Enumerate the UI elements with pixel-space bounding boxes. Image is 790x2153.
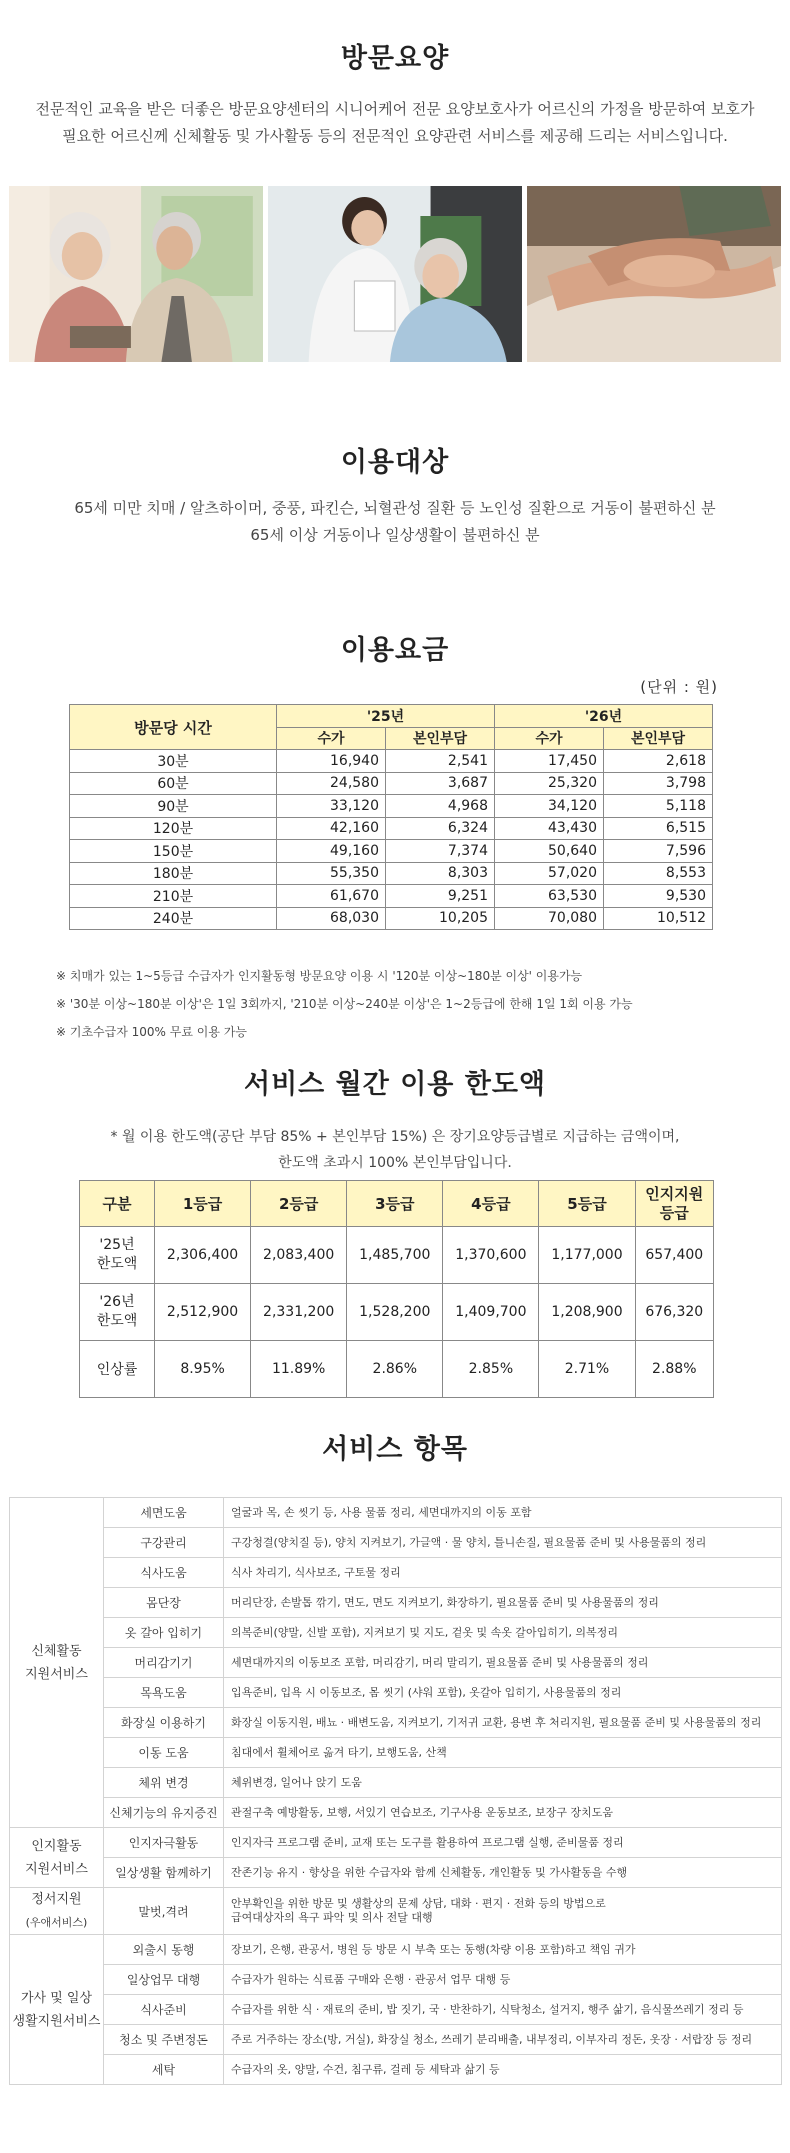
fee-col-self-26: 본인부담 (604, 727, 713, 750)
limit-rate-cell: 2.88% (635, 1341, 713, 1398)
limit-value-cell: 657,400 (635, 1227, 713, 1284)
fee-table (69, 704, 713, 930)
items-row (10, 2055, 782, 2085)
limit-rate-cell: 11.89% (251, 1341, 347, 1398)
fee-self-25-cell: 8,303 (386, 862, 495, 885)
items-table (9, 1497, 782, 2085)
items-sub: 외출시 동행 (104, 1935, 224, 1965)
items-row (10, 1648, 782, 1678)
target-line1: 65세 미만 치매 / 알츠하이머, 중풍, 파킨슨, 뇌혈관성 질환 등 노인성 질환으로 거동이 불편하신 분 (74, 499, 716, 517)
target-line2: 65세 이상 거동이나 일상생활이 불편하신 분 (250, 526, 540, 544)
target-description (0, 495, 790, 549)
items-row (10, 1528, 782, 1558)
fee-time-cell: 180분 (70, 862, 277, 885)
items-text: 주로 거주하는 장소(방, 거실), 화장실 청소, 쓰레기 분리배출, 내부정리, 이부자리 정돈, 옷장 · 서랍장 등 정리 (224, 2025, 782, 2055)
items-sub: 인지자극활동 (104, 1828, 224, 1858)
items-category (10, 1888, 104, 1935)
fee-price-25-cell: 24,580 (277, 772, 386, 795)
items-category-line2: 생활지원서비스 (12, 2013, 101, 2029)
fee-self-25-cell: 10,205 (386, 907, 495, 930)
items-text: 화장실 이동지원, 배뇨 · 배변도움, 지켜보기, 기저귀 교환, 용변 후 처리지원, 필요물품 준비 및 사용물품의 정리 (224, 1708, 782, 1738)
items-category-line1: 인지활동 (31, 1838, 82, 1854)
fee-time-cell: 60분 (70, 772, 277, 795)
items-sub: 일상생활 함께하기 (104, 1858, 224, 1888)
items-text: 세면대까지의 이동보조 포함, 머리감기, 머리 말리기, 필요물품 준비 및 사용물품의 정리 (224, 1648, 782, 1678)
fee-time-cell: 120분 (70, 817, 277, 840)
items-text: 식사 차리기, 식사보조, 구토물 정리 (224, 1558, 782, 1588)
fee-self-26-cell: 10,512 (604, 907, 713, 930)
fee-self-26-cell: 8,553 (604, 862, 713, 885)
fee-col-self-25: 본인부담 (386, 727, 495, 750)
elderly-couple-photo (9, 186, 263, 362)
fee-row (70, 795, 713, 818)
items-row (10, 1828, 782, 1858)
fee-row (70, 885, 713, 908)
fee-price-25-cell: 61,670 (277, 885, 386, 908)
fee-notes (56, 962, 633, 1046)
fee-note: ※ 기초수급자 100% 무료 이용 가능 (56, 1025, 247, 1039)
items-text: 수급자의 옷, 양말, 수건, 침구류, 걸레 등 세탁과 삶기 등 (224, 2055, 782, 2085)
limit-desc-line2: 한도액 초과시 100% 본인부담입니다. (278, 1155, 512, 1171)
fee-price-25-cell: 68,030 (277, 907, 386, 930)
limit-header-grade: 2등급 (251, 1181, 347, 1227)
limit-value-cell: 2,306,400 (155, 1227, 251, 1284)
fee-row (70, 817, 713, 840)
items-sub: 머리감기기 (104, 1648, 224, 1678)
fee-price-25-cell: 49,160 (277, 840, 386, 863)
fee-col-price-25: 수가 (277, 727, 386, 750)
visit-title: 방문요양 (340, 43, 450, 74)
items-text: 관절구축 예방활동, 보행, 서있기 연습보조, 기구사용 운동보조, 보장구 장치도움 (224, 1798, 782, 1828)
limit-table (79, 1180, 714, 1398)
items-text-line1: 안부확인을 위한 방문 및 생활상의 문제 상담, 대화 · 편지 · 전화 등의 방법으로 (231, 1897, 606, 1910)
fee-price-25-cell: 33,120 (277, 795, 386, 818)
limit-row (80, 1284, 714, 1341)
fee-header-time: 방문당 시간 (70, 705, 277, 750)
limit-value-cell: 1,485,700 (347, 1227, 443, 1284)
fee-self-25-cell: 2,541 (386, 750, 495, 773)
items-category-line2: (우애서비스) (25, 1916, 88, 1929)
items-sub: 체위 변경 (104, 1768, 224, 1798)
items-text: 침대에서 휠체어로 옮겨 타기, 보행도움, 산책 (224, 1738, 782, 1768)
items-text: 의복준비(양말, 신발 포함), 지켜보기 및 지도, 겉옷 및 속옷 갈아입히기, 의복정리 (224, 1618, 782, 1648)
items-sub: 몸단장 (104, 1588, 224, 1618)
fee-time-cell: 240분 (70, 907, 277, 930)
items-row (10, 1708, 782, 1738)
items-category (10, 1498, 104, 1828)
items-text: 머리단장, 손발톱 깎기, 면도, 면도 지켜보기, 화장하기, 필요물품 준비 및 사용물품의 정리 (224, 1588, 782, 1618)
fee-self-26-cell: 7,596 (604, 840, 713, 863)
fee-price-26-cell: 63,530 (495, 885, 604, 908)
fee-price-26-cell: 70,080 (495, 907, 604, 930)
limit-row-label (80, 1227, 155, 1284)
limit-rate-label: 인상률 (80, 1341, 155, 1398)
fee-title: 이용요금 (340, 635, 450, 666)
fee-row (70, 772, 713, 795)
limit-header-grade: 5등급 (539, 1181, 635, 1227)
fee-price-26-cell: 43,430 (495, 817, 604, 840)
items-sub: 신체기능의 유지증진 (104, 1798, 224, 1828)
items-sub: 식사도움 (104, 1558, 224, 1588)
limit-rate-cell: 8.95% (155, 1341, 251, 1398)
items-row (10, 1995, 782, 2025)
items-category (10, 1828, 104, 1888)
fee-price-26-cell: 25,320 (495, 772, 604, 795)
items-text: 입욕준비, 입욕 시 이동보조, 몸 씻기 (샤워 포함), 옷갈아 입히기, 사용물품의 정리 (224, 1678, 782, 1708)
fee-row (70, 840, 713, 863)
limit-row-label-amount: 한도액 (96, 1256, 138, 1272)
limit-value-cell: 2,331,200 (251, 1284, 347, 1341)
fee-self-25-cell: 6,324 (386, 817, 495, 840)
limit-value-cell: 2,512,900 (155, 1284, 251, 1341)
limit-header-grade: 1등급 (155, 1181, 251, 1227)
fee-price-26-cell: 17,450 (495, 750, 604, 773)
limit-header-cognitive-line1: 인지지원 (645, 1184, 704, 1203)
items-text: 체위변경, 일어나 앉기 도움 (224, 1768, 782, 1798)
items-text-line2: 급여대상자의 욕구 파악 및 의사 전달 대행 (231, 1911, 433, 1924)
limit-header-type: 구분 (80, 1181, 155, 1227)
limit-row-label-year: '26년 (99, 1294, 135, 1310)
items-row (10, 1738, 782, 1768)
visit-description (0, 96, 790, 150)
items-row (10, 1678, 782, 1708)
items-sub: 옷 갈아 입히기 (104, 1618, 224, 1648)
limit-description (0, 1124, 790, 1176)
fee-row (70, 862, 713, 885)
items-title: 서비스 항목 (322, 1434, 468, 1465)
limit-title: 서비스 월간 이용 한도액 (243, 1069, 547, 1100)
limit-value-cell: 1,409,700 (443, 1284, 539, 1341)
fee-col-price-26: 수가 (495, 727, 604, 750)
items-category-line1: 정서지원 (31, 1892, 82, 1907)
fee-self-26-cell: 6,515 (604, 817, 713, 840)
holding-hands-photo (527, 186, 781, 362)
limit-value-cell: 2,083,400 (251, 1227, 347, 1284)
items-text: 구강청결(양치질 등), 양치 지켜보기, 가글액 · 물 양치, 틀니손질, 필요물품 준비 및 사용물품의 정리 (224, 1528, 782, 1558)
items-row (10, 2025, 782, 2055)
fee-price-26-cell: 34,120 (495, 795, 604, 818)
items-sub: 구강관리 (104, 1528, 224, 1558)
items-sub: 세면도움 (104, 1498, 224, 1528)
items-row (10, 1858, 782, 1888)
items-text: 잔존기능 유지 · 향상을 위한 수급자와 함께 신체활동, 개인활동 및 가사활동을 수행 (224, 1858, 782, 1888)
fee-self-26-cell: 3,798 (604, 772, 713, 795)
limit-value-cell: 1,370,600 (443, 1227, 539, 1284)
limit-header-cognitive (635, 1181, 713, 1227)
limit-row (80, 1227, 714, 1284)
limit-rate-cell: 2.86% (347, 1341, 443, 1398)
limit-header-grade: 3등급 (347, 1181, 443, 1227)
fee-self-26-cell: 5,118 (604, 795, 713, 818)
items-sub: 이동 도움 (104, 1738, 224, 1768)
limit-rate-row (80, 1341, 714, 1398)
items-row (10, 1935, 782, 1965)
limit-rate-cell: 2.85% (443, 1341, 539, 1398)
items-row (10, 1588, 782, 1618)
limit-row-label-year: '25년 (99, 1237, 135, 1253)
items-sub: 청소 및 주변정돈 (104, 2025, 224, 2055)
items-text: 얼굴과 목, 손 씻기 등, 사용 물품 정리, 세면대까지의 이동 포함 (224, 1498, 782, 1528)
limit-value-cell: 1,177,000 (539, 1227, 635, 1284)
limit-rate-cell: 2.71% (539, 1341, 635, 1398)
items-category-line1: 신체활동 (31, 1643, 82, 1659)
items-category-line2: 지원서비스 (25, 1861, 88, 1877)
fee-self-25-cell: 3,687 (386, 772, 495, 795)
fee-price-25-cell: 42,160 (277, 817, 386, 840)
items-text: 인지자극 프로그램 준비, 교재 또는 도구를 활용하여 프로그램 실행, 준비물품 정리 (224, 1828, 782, 1858)
items-row (10, 1768, 782, 1798)
items-row (10, 1965, 782, 1995)
items-row (10, 1498, 782, 1528)
fee-price-26-cell: 50,640 (495, 840, 604, 863)
items-category (10, 1935, 104, 2085)
photo-strip (9, 186, 781, 362)
fee-note: ※ 치매가 있는 1~5등급 수급자가 인지활동형 방문요양 이용 시 '120분 이상~180분 이상' 이용가능 (56, 969, 583, 983)
items-row (10, 1618, 782, 1648)
items-sub: 일상업무 대행 (104, 1965, 224, 1995)
fee-self-26-cell: 2,618 (604, 750, 713, 773)
items-category-line2: 지원서비스 (25, 1666, 88, 1682)
items-text: 수급자를 위한 식 · 재료의 준비, 밥 짓기, 국 · 반찬하기, 식탁청소, 설거지, 행주 삶기, 음식물쓰레기 정리 등 (224, 1995, 782, 2025)
fee-time-cell: 90분 (70, 795, 277, 818)
fee-price-26-cell: 57,020 (495, 862, 604, 885)
fee-row (70, 907, 713, 930)
items-sub: 목욕도움 (104, 1678, 224, 1708)
items-text (224, 1888, 782, 1935)
items-text: 수급자가 원하는 식료품 구매와 은행 · 관공서 업무 대행 등 (224, 1965, 782, 1995)
limit-desc-line1: * 월 이용 한도액(공단 부담 85% + 본인부담 15%) 은 장기요양등급별로 지급하는 금액이며, (110, 1129, 680, 1145)
target-title: 이용대상 (340, 447, 450, 478)
fee-unit: (단위 : 원) (640, 678, 718, 696)
fee-note: ※ '30분 이상~180분 이상'은 1일 3회까지, '210분 이상~240분 이상'은 1~2등급에 한해 1일 1회 이용 가능 (56, 997, 633, 1011)
fee-self-26-cell: 9,530 (604, 885, 713, 908)
visit-desc-line2: 필요한 어르신께 신체활동 및 가사활동 등의 전문적인 요양관련 서비스를 제공해 드리는 서비스입니다. (62, 127, 728, 145)
limit-row-label (80, 1284, 155, 1341)
items-row (10, 1888, 782, 1935)
limit-value-cell: 1,528,200 (347, 1284, 443, 1341)
fee-time-cell: 30분 (70, 750, 277, 773)
items-sub: 화장실 이용하기 (104, 1708, 224, 1738)
fee-self-25-cell: 9,251 (386, 885, 495, 908)
fee-time-cell: 210분 (70, 885, 277, 908)
fee-header-26: '26년 (495, 705, 713, 728)
limit-value-cell: 1,208,900 (539, 1284, 635, 1341)
items-category-line1: 가사 및 일상 (20, 1990, 93, 2006)
fee-header-25: '25년 (277, 705, 495, 728)
limit-header-grade: 4등급 (443, 1181, 539, 1227)
visit-desc-line1: 전문적인 교육을 받은 더좋은 방문요양센터의 시니어케어 전문 요양보호사가 어르신의 가정을 방문하여 보호가 (35, 100, 755, 118)
items-row (10, 1798, 782, 1828)
fee-price-25-cell: 16,940 (277, 750, 386, 773)
fee-self-25-cell: 4,968 (386, 795, 495, 818)
fee-time-cell: 150분 (70, 840, 277, 863)
items-row (10, 1558, 782, 1588)
items-text: 장보기, 은행, 관공서, 병원 등 방문 시 부축 또는 동행(차량 이용 포함)하고 책임 귀가 (224, 1935, 782, 1965)
limit-header-cognitive-line2: 등급 (659, 1203, 689, 1222)
limit-value-cell: 676,320 (635, 1284, 713, 1341)
doctor-patient-photo (268, 186, 522, 362)
items-sub: 식사준비 (104, 1995, 224, 2025)
fee-row (70, 750, 713, 773)
fee-price-25-cell: 55,350 (277, 862, 386, 885)
items-sub: 말벗,격려 (104, 1888, 224, 1935)
limit-row-label-amount: 한도액 (96, 1313, 138, 1329)
fee-self-25-cell: 7,374 (386, 840, 495, 863)
items-sub: 세탁 (104, 2055, 224, 2085)
